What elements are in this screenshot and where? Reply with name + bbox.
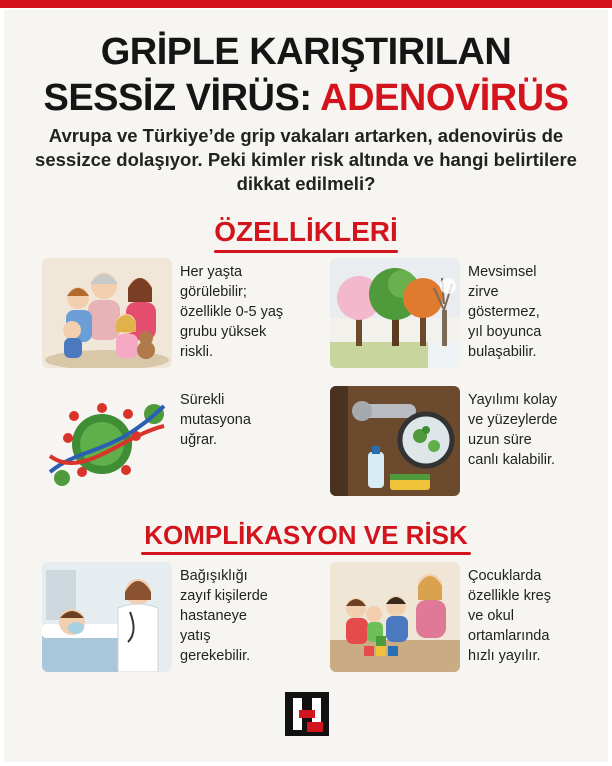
feature-text-surfaces: Yayılımı kolay ve yüzeylerde uzun süre canlı kalabilir. bbox=[468, 392, 558, 468]
kindergarten-illustration bbox=[330, 562, 460, 672]
section-heading-complications bbox=[0, 518, 612, 555]
risk-text-school: Çocuklarda özellikle kreş ve okul ortamlarında hızlı yayılır. bbox=[468, 568, 551, 664]
headline-line-2 bbox=[0, 76, 612, 120]
feature-card-surfaces bbox=[330, 386, 612, 506]
top-accent-bar bbox=[0, 0, 612, 8]
headline-highlight: ADENOVİRÜS bbox=[320, 77, 569, 119]
feature-text-seasonal: Mevsimsel zirve göstermez, yıl boyunca bulaşabilir. bbox=[468, 264, 542, 360]
feature-text-age: Her yaşta görülebilir; özellikle 0-5 yaş grubu yüksek riskli. bbox=[180, 264, 284, 360]
seasons-trees-illustration bbox=[330, 258, 460, 368]
headline-prefix: SESSİZ VİRÜS: bbox=[43, 77, 321, 119]
feature-card-age bbox=[42, 258, 332, 378]
feature-text-mutation: Sürekli mutasyona uğrar. bbox=[180, 392, 251, 448]
hospital-child-illustration bbox=[42, 562, 172, 672]
door-handle-surface-illustration bbox=[330, 386, 460, 496]
feature-card-mutation bbox=[42, 386, 332, 506]
virus-dna-illustration bbox=[42, 386, 172, 496]
brand-logo bbox=[285, 692, 329, 736]
section-heading-features bbox=[0, 214, 612, 253]
headline-line-1: GRİPLE KARIŞTIRILAN bbox=[100, 31, 512, 73]
features-heading-text: ÖZELLİKLERİ bbox=[214, 216, 398, 247]
intro-paragraph: Avrupa ve Türkiye’de grip vakaları artarken, adenovirüs de sessizce dolaşıyor. Peki kimler risk altında ve hangi belirtilere dikkat edilmeli? bbox=[35, 125, 577, 194]
complications-underline bbox=[141, 552, 471, 555]
risk-card-hospital bbox=[42, 562, 332, 682]
complications-heading-text: KOMPLİKASYON VE RİSK bbox=[144, 520, 468, 550]
risk-text-hospital: Bağışıklığı zayıf kişilerde hastaneye yatış gerekebilir. bbox=[180, 568, 268, 664]
family-illustration bbox=[42, 258, 172, 368]
features-underline bbox=[214, 250, 398, 253]
risk-card-school bbox=[330, 562, 612, 682]
feature-card-seasonal bbox=[330, 258, 612, 378]
